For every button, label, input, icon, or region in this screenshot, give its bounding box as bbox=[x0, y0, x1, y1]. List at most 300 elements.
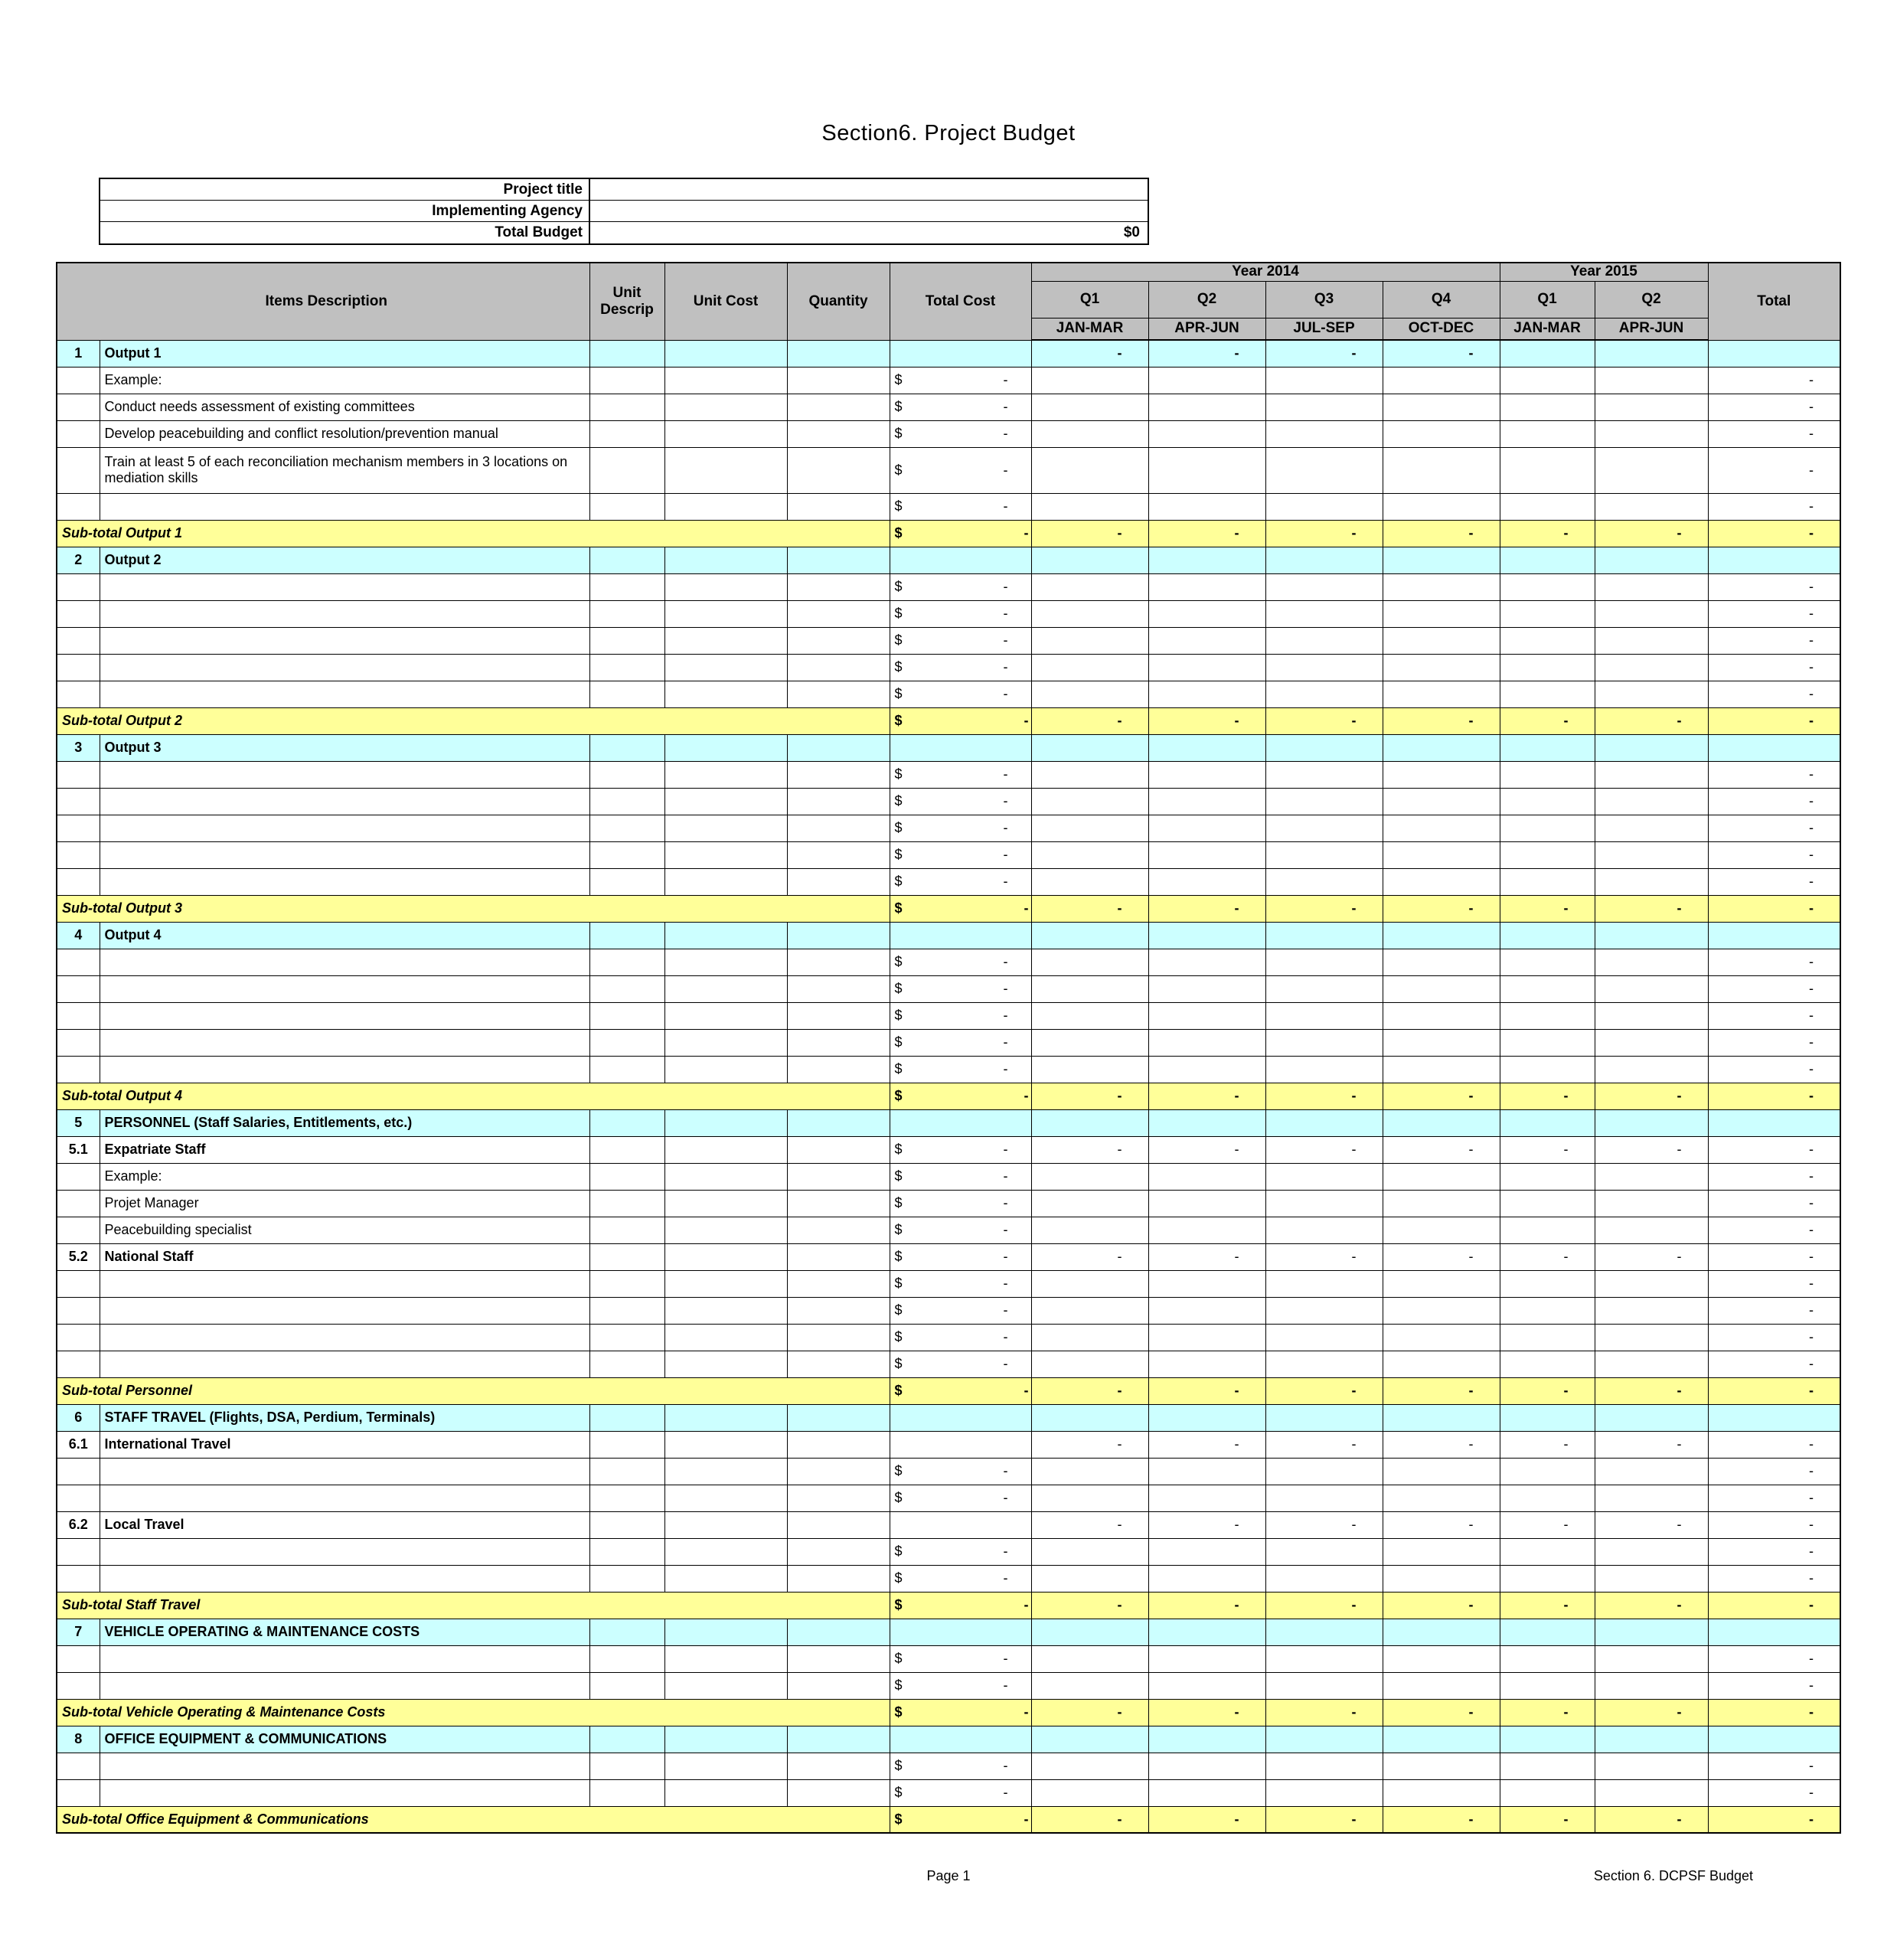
row-total-cell[interactable]: - bbox=[1708, 1243, 1840, 1270]
total-cost-cell[interactable] bbox=[890, 1645, 1031, 1672]
y2014-q4-cell[interactable] bbox=[1383, 547, 1500, 573]
row-num-cell[interactable] bbox=[57, 600, 100, 627]
row-num-cell[interactable] bbox=[57, 1002, 100, 1029]
unit-descrip-cell[interactable] bbox=[589, 1485, 664, 1511]
total-cost-cell[interactable] bbox=[890, 788, 1031, 815]
y2014-q4-cell[interactable] bbox=[1383, 654, 1500, 681]
y2015-q2-cell[interactable] bbox=[1595, 394, 1708, 420]
unit-cost-cell[interactable] bbox=[664, 447, 787, 493]
unit-descrip-cell[interactable] bbox=[589, 1458, 664, 1485]
unit-cost-cell[interactable] bbox=[664, 1431, 787, 1458]
y2014-q2-cell[interactable] bbox=[1148, 447, 1265, 493]
row-total-cell[interactable]: - bbox=[1708, 394, 1840, 420]
y2014-q1-cell[interactable] bbox=[1031, 841, 1148, 868]
unit-descrip-cell[interactable] bbox=[589, 868, 664, 895]
y2014-q2-cell[interactable] bbox=[1148, 1726, 1265, 1753]
unit-cost-cell[interactable] bbox=[664, 367, 787, 394]
unit-cost-cell[interactable] bbox=[664, 1779, 787, 1806]
total-cost-cell[interactable] bbox=[890, 1511, 1031, 1538]
y2014-q2-cell[interactable] bbox=[1148, 1029, 1265, 1056]
y2015-q2-cell[interactable] bbox=[1595, 1270, 1708, 1297]
y2015-q2-cell[interactable] bbox=[1595, 922, 1708, 949]
row-total-cell[interactable]: - bbox=[1708, 1458, 1840, 1485]
y2015-q1-cell[interactable] bbox=[1500, 654, 1595, 681]
y2015-q2-cell[interactable] bbox=[1595, 1109, 1708, 1136]
y2014-q4-cell[interactable] bbox=[1383, 681, 1500, 707]
unit-descrip-cell[interactable] bbox=[589, 493, 664, 520]
row-total-cell[interactable] bbox=[1708, 1726, 1840, 1753]
y2014-q1-cell[interactable] bbox=[1031, 1565, 1148, 1592]
row-total-cell[interactable] bbox=[1708, 734, 1840, 761]
unit-cost-cell[interactable] bbox=[664, 1109, 787, 1136]
row-desc-cell[interactable] bbox=[100, 627, 589, 654]
y2014-q3-cell[interactable] bbox=[1265, 1217, 1383, 1243]
total-cost-cell[interactable] bbox=[890, 1672, 1031, 1699]
unit-descrip-cell[interactable] bbox=[589, 1136, 664, 1163]
y2015-q1-cell[interactable] bbox=[1500, 761, 1595, 788]
unit-descrip-cell[interactable] bbox=[589, 975, 664, 1002]
y2014-q1-cell[interactable] bbox=[1031, 1324, 1148, 1351]
row-total-cell[interactable]: - bbox=[1708, 420, 1840, 447]
y2015-q1-cell[interactable] bbox=[1500, 1779, 1595, 1806]
quantity-cell[interactable] bbox=[787, 1431, 890, 1458]
total-cost-cell[interactable] bbox=[890, 1243, 1031, 1270]
unit-descrip-cell[interactable] bbox=[589, 340, 664, 367]
unit-descrip-cell[interactable] bbox=[589, 447, 664, 493]
quantity-cell[interactable] bbox=[787, 1458, 890, 1485]
y2014-q2-cell[interactable] bbox=[1148, 367, 1265, 394]
y2014-q4-cell[interactable]: - bbox=[1383, 1377, 1500, 1404]
quantity-cell[interactable] bbox=[787, 420, 890, 447]
y2014-q3-cell[interactable] bbox=[1265, 815, 1383, 841]
y2014-q2-cell[interactable]: - bbox=[1148, 707, 1265, 734]
y2014-q3-cell[interactable]: - bbox=[1265, 1136, 1383, 1163]
y2014-q3-cell[interactable] bbox=[1265, 1645, 1383, 1672]
unit-cost-cell[interactable] bbox=[664, 1404, 787, 1431]
y2014-q2-cell[interactable] bbox=[1148, 573, 1265, 600]
y2015-q2-cell[interactable] bbox=[1595, 367, 1708, 394]
unit-descrip-cell[interactable] bbox=[589, 1431, 664, 1458]
y2015-q2-cell[interactable] bbox=[1595, 600, 1708, 627]
y2014-q3-cell[interactable]: - bbox=[1265, 1243, 1383, 1270]
total-cost-cell[interactable] bbox=[890, 1297, 1031, 1324]
row-num-cell[interactable] bbox=[57, 761, 100, 788]
y2014-q2-cell[interactable] bbox=[1148, 493, 1265, 520]
unit-cost-cell[interactable] bbox=[664, 1645, 787, 1672]
unit-cost-cell[interactable] bbox=[664, 1190, 787, 1217]
y2014-q3-cell[interactable] bbox=[1265, 1351, 1383, 1377]
row-desc-cell[interactable] bbox=[100, 1029, 589, 1056]
y2014-q3-cell[interactable] bbox=[1265, 1753, 1383, 1779]
total-cost-cell[interactable] bbox=[890, 1377, 1031, 1404]
total-cost-cell[interactable] bbox=[890, 1726, 1031, 1753]
y2015-q1-cell[interactable] bbox=[1500, 1109, 1595, 1136]
row-desc-cell[interactable]: International Travel bbox=[100, 1431, 589, 1458]
y2015-q2-cell[interactable]: - bbox=[1595, 1377, 1708, 1404]
unit-descrip-cell[interactable] bbox=[589, 1190, 664, 1217]
y2014-q2-cell[interactable] bbox=[1148, 1163, 1265, 1190]
y2014-q3-cell[interactable] bbox=[1265, 761, 1383, 788]
project-title-value[interactable] bbox=[590, 179, 1148, 200]
row-num-cell[interactable] bbox=[57, 788, 100, 815]
total-cost-cell[interactable] bbox=[890, 1324, 1031, 1351]
total-cost-cell[interactable] bbox=[890, 367, 1031, 394]
row-num-cell[interactable]: 4 bbox=[57, 922, 100, 949]
y2014-q1-cell[interactable] bbox=[1031, 868, 1148, 895]
subtotal-label-cell[interactable]: Sub-total Personnel bbox=[57, 1377, 890, 1404]
unit-cost-cell[interactable] bbox=[664, 1163, 787, 1190]
y2015-q2-cell[interactable] bbox=[1595, 1672, 1708, 1699]
y2014-q3-cell[interactable] bbox=[1265, 1002, 1383, 1029]
y2014-q2-cell[interactable]: - bbox=[1148, 1377, 1265, 1404]
y2014-q1-cell[interactable]: - bbox=[1031, 1377, 1148, 1404]
row-total-cell[interactable]: - bbox=[1708, 447, 1840, 493]
y2015-q2-cell[interactable]: - bbox=[1595, 1136, 1708, 1163]
y2014-q4-cell[interactable] bbox=[1383, 815, 1500, 841]
quantity-cell[interactable] bbox=[787, 1002, 890, 1029]
y2014-q4-cell[interactable] bbox=[1383, 447, 1500, 493]
quantity-cell[interactable] bbox=[787, 841, 890, 868]
row-num-cell[interactable] bbox=[57, 1217, 100, 1243]
y2014-q3-cell[interactable] bbox=[1265, 1672, 1383, 1699]
y2015-q1-cell[interactable] bbox=[1500, 1002, 1595, 1029]
unit-cost-cell[interactable] bbox=[664, 1538, 787, 1565]
row-num-cell[interactable] bbox=[57, 1270, 100, 1297]
row-total-cell[interactable]: - bbox=[1708, 895, 1840, 922]
row-total-cell[interactable]: - bbox=[1708, 1029, 1840, 1056]
y2014-q2-cell[interactable] bbox=[1148, 1672, 1265, 1699]
quantity-cell[interactable] bbox=[787, 815, 890, 841]
y2014-q1-cell[interactable] bbox=[1031, 681, 1148, 707]
y2014-q2-cell[interactable] bbox=[1148, 1351, 1265, 1377]
y2014-q2-cell[interactable] bbox=[1148, 681, 1265, 707]
y2014-q3-cell[interactable] bbox=[1265, 1538, 1383, 1565]
row-num-cell[interactable] bbox=[57, 573, 100, 600]
total-cost-cell[interactable] bbox=[890, 654, 1031, 681]
y2014-q4-cell[interactable] bbox=[1383, 1619, 1500, 1645]
row-num-cell[interactable]: 8 bbox=[57, 1726, 100, 1753]
row-desc-cell[interactable] bbox=[100, 975, 589, 1002]
quantity-cell[interactable] bbox=[787, 1672, 890, 1699]
y2014-q2-cell[interactable] bbox=[1148, 761, 1265, 788]
implementing-agency-value[interactable] bbox=[590, 201, 1148, 221]
row-desc-cell[interactable] bbox=[100, 868, 589, 895]
y2014-q3-cell[interactable]: - bbox=[1265, 1699, 1383, 1726]
y2014-q1-cell[interactable] bbox=[1031, 394, 1148, 420]
y2014-q3-cell[interactable] bbox=[1265, 1619, 1383, 1645]
total-cost-cell[interactable] bbox=[890, 815, 1031, 841]
y2014-q4-cell[interactable] bbox=[1383, 1779, 1500, 1806]
unit-cost-cell[interactable] bbox=[664, 1243, 787, 1270]
y2015-q1-cell[interactable] bbox=[1500, 922, 1595, 949]
quantity-cell[interactable] bbox=[787, 1404, 890, 1431]
y2014-q2-cell[interactable] bbox=[1148, 1645, 1265, 1672]
y2014-q2-cell[interactable] bbox=[1148, 1002, 1265, 1029]
unit-descrip-cell[interactable] bbox=[589, 1109, 664, 1136]
unit-cost-cell[interactable] bbox=[664, 1619, 787, 1645]
row-total-cell[interactable]: - bbox=[1708, 1163, 1840, 1190]
y2014-q1-cell[interactable] bbox=[1031, 654, 1148, 681]
row-desc-cell[interactable]: OFFICE EQUIPMENT & COMMUNICATIONS bbox=[100, 1726, 589, 1753]
row-total-cell[interactable]: - bbox=[1708, 841, 1840, 868]
y2015-q2-cell[interactable] bbox=[1595, 1056, 1708, 1083]
row-total-cell[interactable]: - bbox=[1708, 520, 1840, 547]
row-total-cell[interactable]: - bbox=[1708, 1779, 1840, 1806]
unit-cost-cell[interactable] bbox=[664, 1565, 787, 1592]
y2014-q2-cell[interactable] bbox=[1148, 1217, 1265, 1243]
unit-descrip-cell[interactable] bbox=[589, 1565, 664, 1592]
y2014-q1-cell[interactable] bbox=[1031, 1056, 1148, 1083]
row-desc-cell[interactable] bbox=[100, 1645, 589, 1672]
y2014-q1-cell[interactable]: - bbox=[1031, 1431, 1148, 1458]
y2015-q1-cell[interactable] bbox=[1500, 1458, 1595, 1485]
y2014-q3-cell[interactable] bbox=[1265, 1404, 1383, 1431]
y2015-q1-cell[interactable]: - bbox=[1500, 520, 1595, 547]
row-total-cell[interactable]: - bbox=[1708, 1806, 1840, 1833]
y2015-q2-cell[interactable]: - bbox=[1595, 1699, 1708, 1726]
y2014-q4-cell[interactable] bbox=[1383, 1029, 1500, 1056]
y2015-q1-cell[interactable] bbox=[1500, 340, 1595, 367]
y2014-q2-cell[interactable] bbox=[1148, 654, 1265, 681]
y2014-q3-cell[interactable]: - bbox=[1265, 1083, 1383, 1109]
total-cost-cell[interactable] bbox=[890, 1217, 1031, 1243]
row-desc-cell[interactable] bbox=[100, 1779, 589, 1806]
unit-descrip-cell[interactable] bbox=[589, 394, 664, 420]
y2015-q2-cell[interactable] bbox=[1595, 1029, 1708, 1056]
unit-descrip-cell[interactable] bbox=[589, 1163, 664, 1190]
y2015-q2-cell[interactable] bbox=[1595, 1726, 1708, 1753]
y2014-q2-cell[interactable] bbox=[1148, 1404, 1265, 1431]
row-desc-cell[interactable] bbox=[100, 1458, 589, 1485]
y2014-q3-cell[interactable]: - bbox=[1265, 1806, 1383, 1833]
row-num-cell[interactable] bbox=[57, 1190, 100, 1217]
y2015-q1-cell[interactable]: - bbox=[1500, 895, 1595, 922]
row-total-cell[interactable]: - bbox=[1708, 1377, 1840, 1404]
y2014-q4-cell[interactable] bbox=[1383, 975, 1500, 1002]
total-cost-cell[interactable] bbox=[890, 1592, 1031, 1619]
y2015-q1-cell[interactable]: - bbox=[1500, 1243, 1595, 1270]
row-desc-cell[interactable] bbox=[100, 1538, 589, 1565]
total-cost-cell[interactable] bbox=[890, 1458, 1031, 1485]
unit-cost-cell[interactable] bbox=[664, 600, 787, 627]
y2014-q1-cell[interactable] bbox=[1031, 1404, 1148, 1431]
y2014-q4-cell[interactable] bbox=[1383, 1324, 1500, 1351]
unit-cost-cell[interactable] bbox=[664, 788, 787, 815]
y2015-q2-cell[interactable]: - bbox=[1595, 520, 1708, 547]
y2015-q1-cell[interactable]: - bbox=[1500, 1377, 1595, 1404]
y2014-q1-cell[interactable]: - bbox=[1031, 340, 1148, 367]
row-total-cell[interactable]: - bbox=[1708, 1136, 1840, 1163]
y2015-q1-cell[interactable] bbox=[1500, 1029, 1595, 1056]
y2015-q2-cell[interactable] bbox=[1595, 547, 1708, 573]
total-cost-cell[interactable] bbox=[890, 734, 1031, 761]
unit-descrip-cell[interactable] bbox=[589, 627, 664, 654]
unit-cost-cell[interactable] bbox=[664, 975, 787, 1002]
y2014-q1-cell[interactable] bbox=[1031, 949, 1148, 975]
y2014-q4-cell[interactable] bbox=[1383, 1485, 1500, 1511]
quantity-cell[interactable] bbox=[787, 1270, 890, 1297]
y2014-q1-cell[interactable] bbox=[1031, 1672, 1148, 1699]
unit-descrip-cell[interactable] bbox=[589, 788, 664, 815]
subtotal-label-cell[interactable]: Sub-total Vehicle Operating & Maintenance Costs bbox=[57, 1699, 890, 1726]
quantity-cell[interactable] bbox=[787, 681, 890, 707]
total-cost-cell[interactable] bbox=[890, 707, 1031, 734]
y2014-q2-cell[interactable] bbox=[1148, 1270, 1265, 1297]
y2014-q1-cell[interactable] bbox=[1031, 1109, 1148, 1136]
total-cost-cell[interactable] bbox=[890, 1619, 1031, 1645]
y2014-q1-cell[interactable] bbox=[1031, 447, 1148, 493]
row-num-cell[interactable]: 5 bbox=[57, 1109, 100, 1136]
y2014-q4-cell[interactable]: - bbox=[1383, 1243, 1500, 1270]
unit-descrip-cell[interactable] bbox=[589, 1753, 664, 1779]
total-cost-cell[interactable] bbox=[890, 1565, 1031, 1592]
y2014-q4-cell[interactable] bbox=[1383, 1645, 1500, 1672]
y2014-q4-cell[interactable] bbox=[1383, 1109, 1500, 1136]
row-num-cell[interactable] bbox=[57, 681, 100, 707]
y2015-q1-cell[interactable] bbox=[1500, 1297, 1595, 1324]
unit-descrip-cell[interactable] bbox=[589, 573, 664, 600]
y2015-q1-cell[interactable] bbox=[1500, 1753, 1595, 1779]
y2014-q2-cell[interactable] bbox=[1148, 868, 1265, 895]
total-cost-cell[interactable] bbox=[890, 1431, 1031, 1458]
y2014-q2-cell[interactable] bbox=[1148, 922, 1265, 949]
row-total-cell[interactable]: - bbox=[1708, 367, 1840, 394]
subtotal-label-cell[interactable]: Sub-total Output 2 bbox=[57, 707, 890, 734]
quantity-cell[interactable] bbox=[787, 654, 890, 681]
row-total-cell[interactable]: - bbox=[1708, 654, 1840, 681]
y2015-q1-cell[interactable]: - bbox=[1500, 1806, 1595, 1833]
row-total-cell[interactable]: - bbox=[1708, 573, 1840, 600]
y2014-q4-cell[interactable]: - bbox=[1383, 1431, 1500, 1458]
y2014-q4-cell[interactable] bbox=[1383, 949, 1500, 975]
row-num-cell[interactable] bbox=[57, 1297, 100, 1324]
quantity-cell[interactable] bbox=[787, 627, 890, 654]
y2015-q1-cell[interactable] bbox=[1500, 681, 1595, 707]
unit-descrip-cell[interactable] bbox=[589, 1538, 664, 1565]
y2014-q2-cell[interactable] bbox=[1148, 1538, 1265, 1565]
quantity-cell[interactable] bbox=[787, 1217, 890, 1243]
row-total-cell[interactable]: - bbox=[1708, 975, 1840, 1002]
y2014-q1-cell[interactable] bbox=[1031, 547, 1148, 573]
row-desc-cell[interactable]: Output 1 bbox=[100, 340, 589, 367]
y2015-q1-cell[interactable] bbox=[1500, 1217, 1595, 1243]
y2014-q3-cell[interactable]: - bbox=[1265, 340, 1383, 367]
quantity-cell[interactable] bbox=[787, 1297, 890, 1324]
y2014-q3-cell[interactable] bbox=[1265, 654, 1383, 681]
unit-cost-cell[interactable] bbox=[664, 841, 787, 868]
y2014-q4-cell[interactable] bbox=[1383, 788, 1500, 815]
y2014-q4-cell[interactable] bbox=[1383, 493, 1500, 520]
row-num-cell[interactable] bbox=[57, 949, 100, 975]
y2014-q4-cell[interactable] bbox=[1383, 367, 1500, 394]
unit-descrip-cell[interactable] bbox=[589, 420, 664, 447]
y2014-q4-cell[interactable] bbox=[1383, 420, 1500, 447]
y2014-q1-cell[interactable]: - bbox=[1031, 895, 1148, 922]
y2014-q4-cell[interactable]: - bbox=[1383, 707, 1500, 734]
y2014-q2-cell[interactable]: - bbox=[1148, 1431, 1265, 1458]
row-desc-cell[interactable] bbox=[100, 1753, 589, 1779]
y2015-q2-cell[interactable] bbox=[1595, 681, 1708, 707]
y2015-q2-cell[interactable] bbox=[1595, 447, 1708, 493]
quantity-cell[interactable] bbox=[787, 922, 890, 949]
row-desc-cell[interactable] bbox=[100, 1002, 589, 1029]
row-num-cell[interactable] bbox=[57, 1458, 100, 1485]
row-total-cell[interactable]: - bbox=[1708, 681, 1840, 707]
row-desc-cell[interactable] bbox=[100, 761, 589, 788]
y2014-q3-cell[interactable] bbox=[1265, 1109, 1383, 1136]
unit-descrip-cell[interactable] bbox=[589, 1243, 664, 1270]
row-total-cell[interactable]: - bbox=[1708, 1753, 1840, 1779]
total-cost-cell[interactable] bbox=[890, 868, 1031, 895]
row-total-cell[interactable] bbox=[1708, 340, 1840, 367]
y2014-q3-cell[interactable] bbox=[1265, 1190, 1383, 1217]
y2015-q1-cell[interactable] bbox=[1500, 815, 1595, 841]
y2014-q2-cell[interactable] bbox=[1148, 1779, 1265, 1806]
y2014-q3-cell[interactable]: - bbox=[1265, 520, 1383, 547]
y2014-q1-cell[interactable]: - bbox=[1031, 1136, 1148, 1163]
y2015-q1-cell[interactable] bbox=[1500, 1565, 1595, 1592]
unit-cost-cell[interactable] bbox=[664, 949, 787, 975]
y2014-q4-cell[interactable]: - bbox=[1383, 520, 1500, 547]
y2014-q4-cell[interactable] bbox=[1383, 1190, 1500, 1217]
total-cost-cell[interactable] bbox=[890, 520, 1031, 547]
total-cost-cell[interactable] bbox=[890, 1404, 1031, 1431]
y2014-q2-cell[interactable] bbox=[1148, 547, 1265, 573]
y2014-q3-cell[interactable]: - bbox=[1265, 707, 1383, 734]
y2015-q1-cell[interactable] bbox=[1500, 493, 1595, 520]
unit-cost-cell[interactable] bbox=[664, 1726, 787, 1753]
y2015-q2-cell[interactable] bbox=[1595, 815, 1708, 841]
y2014-q4-cell[interactable]: - bbox=[1383, 1083, 1500, 1109]
y2014-q1-cell[interactable]: - bbox=[1031, 1699, 1148, 1726]
y2015-q1-cell[interactable]: - bbox=[1500, 707, 1595, 734]
y2014-q1-cell[interactable] bbox=[1031, 367, 1148, 394]
y2015-q1-cell[interactable] bbox=[1500, 1619, 1595, 1645]
row-total-cell[interactable]: - bbox=[1708, 1699, 1840, 1726]
y2015-q2-cell[interactable] bbox=[1595, 975, 1708, 1002]
y2014-q2-cell[interactable]: - bbox=[1148, 340, 1265, 367]
y2015-q1-cell[interactable] bbox=[1500, 949, 1595, 975]
row-num-cell[interactable]: 3 bbox=[57, 734, 100, 761]
y2014-q2-cell[interactable]: - bbox=[1148, 1083, 1265, 1109]
unit-cost-cell[interactable] bbox=[664, 1753, 787, 1779]
total-cost-cell[interactable] bbox=[890, 627, 1031, 654]
unit-descrip-cell[interactable] bbox=[589, 1297, 664, 1324]
unit-descrip-cell[interactable] bbox=[589, 1002, 664, 1029]
y2014-q4-cell[interactable] bbox=[1383, 1458, 1500, 1485]
quantity-cell[interactable] bbox=[787, 493, 890, 520]
y2014-q3-cell[interactable] bbox=[1265, 681, 1383, 707]
row-total-cell[interactable]: - bbox=[1708, 949, 1840, 975]
row-desc-cell[interactable]: Output 4 bbox=[100, 922, 589, 949]
row-desc-cell[interactable] bbox=[100, 1270, 589, 1297]
row-desc-cell[interactable] bbox=[100, 681, 589, 707]
y2014-q4-cell[interactable] bbox=[1383, 1753, 1500, 1779]
unit-descrip-cell[interactable] bbox=[589, 681, 664, 707]
y2014-q3-cell[interactable] bbox=[1265, 841, 1383, 868]
y2015-q1-cell[interactable] bbox=[1500, 600, 1595, 627]
row-total-cell[interactable] bbox=[1708, 1619, 1840, 1645]
total-cost-cell[interactable] bbox=[890, 895, 1031, 922]
row-total-cell[interactable]: - bbox=[1708, 788, 1840, 815]
y2014-q4-cell[interactable] bbox=[1383, 1726, 1500, 1753]
y2014-q4-cell[interactable] bbox=[1383, 1297, 1500, 1324]
unit-descrip-cell[interactable] bbox=[589, 922, 664, 949]
row-desc-cell[interactable] bbox=[100, 841, 589, 868]
y2014-q2-cell[interactable] bbox=[1148, 734, 1265, 761]
row-total-cell[interactable]: - bbox=[1708, 1056, 1840, 1083]
y2014-q2-cell[interactable] bbox=[1148, 1565, 1265, 1592]
